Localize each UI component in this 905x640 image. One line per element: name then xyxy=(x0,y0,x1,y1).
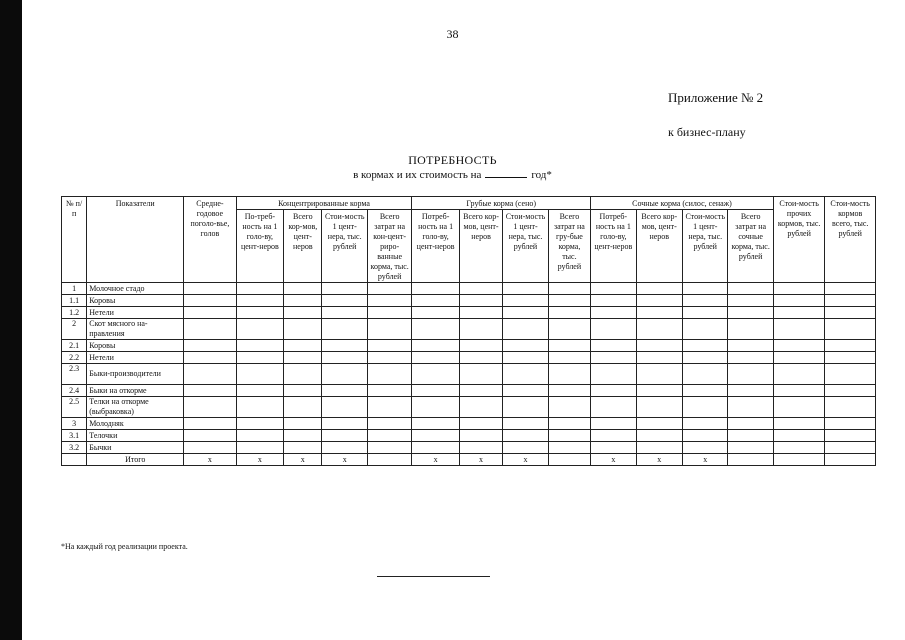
col-other-cost: Стои-мость прочих кормов, тыс. рублей xyxy=(773,197,825,283)
table-cell xyxy=(636,364,682,385)
table-cell xyxy=(184,340,237,352)
table-cell xyxy=(728,340,773,352)
table-cell xyxy=(825,397,876,418)
row-number: 1 xyxy=(62,283,87,295)
table-cell xyxy=(548,364,590,385)
table-row xyxy=(62,340,876,352)
row-number: 2.4 xyxy=(62,385,87,397)
table-cell xyxy=(236,418,283,430)
table-cell xyxy=(284,295,322,307)
row-number: 1.1 xyxy=(62,295,87,307)
row-indicator: Быки-производители xyxy=(87,364,184,385)
page-number: 38 xyxy=(446,27,459,41)
table-cell xyxy=(503,283,548,295)
table-cell xyxy=(284,442,322,454)
table-cell xyxy=(322,319,367,340)
col-rough-total: Всего кор-мов, цент-неров xyxy=(459,210,502,283)
table-cell xyxy=(503,418,548,430)
col-total-cost: Стои-мость кормов всего, тыс. рублей xyxy=(825,197,876,283)
table-cell xyxy=(825,340,876,352)
binding-strip xyxy=(0,0,22,640)
table-cell xyxy=(367,418,411,430)
total-cell: x xyxy=(284,454,322,466)
row-indicator: Бычки xyxy=(87,442,184,454)
table-cell xyxy=(503,430,548,442)
table-cell xyxy=(367,352,411,364)
table-cell xyxy=(236,283,283,295)
table-cell xyxy=(184,319,237,340)
col-conc-total: Всего кор-мов, цент-неров xyxy=(284,210,322,283)
table-cell xyxy=(503,397,548,418)
table-cell xyxy=(184,418,237,430)
table-row xyxy=(62,418,876,430)
table-row xyxy=(62,283,876,295)
row-number: 3 xyxy=(62,418,87,430)
table-cell xyxy=(284,340,322,352)
table-cell xyxy=(236,295,283,307)
table-cell xyxy=(412,364,459,385)
table-cell xyxy=(728,397,773,418)
row-number: 3.2 xyxy=(62,442,87,454)
table-cell xyxy=(184,397,237,418)
table-cell xyxy=(773,319,825,340)
table-cell xyxy=(284,397,322,418)
table-cell xyxy=(236,430,283,442)
table-cell xyxy=(728,430,773,442)
table-cell xyxy=(412,430,459,442)
col-rough-need: Потреб-ность на 1 голо-ву, цент-неров xyxy=(412,210,459,283)
table-cell xyxy=(322,340,367,352)
table-cell xyxy=(636,352,682,364)
table-cell xyxy=(412,319,459,340)
table-cell xyxy=(825,319,876,340)
table-body xyxy=(62,283,876,466)
table-cell xyxy=(284,364,322,385)
table-cell xyxy=(683,442,728,454)
table-cell xyxy=(773,295,825,307)
table-cell xyxy=(459,364,502,385)
table-cell xyxy=(412,442,459,454)
table-cell xyxy=(459,295,502,307)
table-cell xyxy=(548,442,590,454)
table-cell xyxy=(728,352,773,364)
table-cell xyxy=(322,352,367,364)
table-cell xyxy=(636,442,682,454)
table-cell xyxy=(412,307,459,319)
table-cell xyxy=(825,442,876,454)
table-cell xyxy=(284,430,322,442)
table-cell xyxy=(773,364,825,385)
table-cell xyxy=(683,283,728,295)
table-cell xyxy=(548,283,590,295)
table-cell xyxy=(412,397,459,418)
table-cell xyxy=(322,418,367,430)
table-cell xyxy=(322,295,367,307)
table-cell xyxy=(591,283,636,295)
table-cell xyxy=(825,418,876,430)
total-cell xyxy=(367,454,411,466)
table-cell xyxy=(503,295,548,307)
table-cell xyxy=(503,352,548,364)
table-cell xyxy=(548,430,590,442)
table-cell xyxy=(548,319,590,340)
table-row xyxy=(62,430,876,442)
table-cell xyxy=(683,364,728,385)
table-cell xyxy=(591,418,636,430)
table-cell xyxy=(636,319,682,340)
col-avg-livestock: Средне-годовое поголо-вье, голов xyxy=(184,197,237,283)
table-cell xyxy=(503,319,548,340)
header-row-1 xyxy=(62,197,876,210)
table-cell xyxy=(683,319,728,340)
table-cell xyxy=(284,319,322,340)
table-cell xyxy=(367,364,411,385)
table-cell xyxy=(322,430,367,442)
table-cell xyxy=(322,397,367,418)
total-cell xyxy=(773,454,825,466)
table-cell xyxy=(459,418,502,430)
table-cell xyxy=(728,295,773,307)
total-cell: x xyxy=(412,454,459,466)
table-cell xyxy=(184,385,237,397)
table-cell xyxy=(184,295,237,307)
table-cell xyxy=(459,319,502,340)
table-row xyxy=(62,442,876,454)
table-cell xyxy=(184,352,237,364)
table-row xyxy=(62,397,876,418)
table-cell xyxy=(773,307,825,319)
table-cell xyxy=(683,385,728,397)
table-cell xyxy=(728,418,773,430)
col-rough-price: Стои-мость 1 цент-нера, тыс. рублей xyxy=(503,210,548,283)
table-cell xyxy=(236,364,283,385)
table-cell xyxy=(636,283,682,295)
table-cell xyxy=(412,385,459,397)
total-label: Итого xyxy=(87,454,184,466)
table-cell xyxy=(459,430,502,442)
table-cell xyxy=(825,307,876,319)
total-cell: x xyxy=(184,454,237,466)
table-cell xyxy=(591,319,636,340)
table-cell xyxy=(459,283,502,295)
table-cell xyxy=(284,283,322,295)
table-cell xyxy=(184,442,237,454)
table-cell xyxy=(591,397,636,418)
table-cell xyxy=(412,283,459,295)
table-cell xyxy=(459,397,502,418)
total-cell: x xyxy=(322,454,367,466)
table-cell xyxy=(773,442,825,454)
footnote: *На каждый год реализации проекта. xyxy=(61,542,188,551)
row-indicator: Скот мясного на-правления xyxy=(87,319,184,340)
table-cell xyxy=(412,295,459,307)
table-cell xyxy=(367,295,411,307)
row-indicator: Нетели xyxy=(87,307,184,319)
table-cell xyxy=(236,397,283,418)
total-row xyxy=(62,454,876,466)
subtitle-year: год* xyxy=(531,169,552,181)
table-cell xyxy=(591,364,636,385)
col-succ-price: Стои-мость 1 цент-нера, тыс. рублей xyxy=(683,210,728,283)
table-cell xyxy=(683,295,728,307)
total-cell: x xyxy=(683,454,728,466)
feed-requirements-table xyxy=(61,196,876,466)
table-cell xyxy=(728,283,773,295)
table-cell xyxy=(773,340,825,352)
table-row xyxy=(62,319,876,340)
table-cell xyxy=(683,352,728,364)
table-cell xyxy=(825,295,876,307)
table-cell xyxy=(683,418,728,430)
table-cell xyxy=(412,418,459,430)
col-num: № п/п xyxy=(62,197,87,283)
total-cell: x xyxy=(503,454,548,466)
row-number: 2 xyxy=(62,319,87,340)
table-cell xyxy=(636,397,682,418)
table-cell xyxy=(367,430,411,442)
signature-line xyxy=(377,576,490,577)
table-cell xyxy=(773,397,825,418)
row-indicator: Телочки xyxy=(87,430,184,442)
table-cell xyxy=(367,319,411,340)
table-cell xyxy=(236,307,283,319)
table-cell xyxy=(459,352,502,364)
table-cell xyxy=(236,340,283,352)
year-blank xyxy=(485,168,527,178)
subtitle-text: в кормах и их стоимость на xyxy=(353,169,482,181)
row-indicator: Нетели xyxy=(87,352,184,364)
table-cell xyxy=(322,364,367,385)
table-cell xyxy=(322,283,367,295)
col-succ-total: Всего кор-мов, цент-неров xyxy=(636,210,682,283)
table-cell xyxy=(773,418,825,430)
table-cell xyxy=(503,307,548,319)
table-row xyxy=(62,364,876,385)
total-cell: x xyxy=(636,454,682,466)
table-cell xyxy=(284,385,322,397)
table-cell xyxy=(591,340,636,352)
col-group-succulent: Сочные корма (силос, сенаж) xyxy=(591,197,774,210)
table-row xyxy=(62,352,876,364)
total-num xyxy=(62,454,87,466)
table-cell xyxy=(367,442,411,454)
appendix-subtitle: к бизнес-плану xyxy=(668,125,746,139)
table-cell xyxy=(503,442,548,454)
table-cell xyxy=(683,340,728,352)
total-cell xyxy=(548,454,590,466)
table-cell xyxy=(591,307,636,319)
col-indicator: Показатели xyxy=(87,197,184,283)
total-cell: x xyxy=(591,454,636,466)
row-number: 2.2 xyxy=(62,352,87,364)
col-conc-cost: Всего затрат на кон-цент-риро-ванные корма, тыс. рублей xyxy=(367,210,411,283)
col-conc-price: Стои-мость 1 цент-нера, тыс. рублей xyxy=(322,210,367,283)
document-title: ПОТРЕБНОСТЬ xyxy=(408,153,497,167)
table-cell xyxy=(728,385,773,397)
table-cell xyxy=(367,397,411,418)
table-cell xyxy=(591,385,636,397)
table-cell xyxy=(683,397,728,418)
table-cell xyxy=(236,352,283,364)
row-indicator: Телки на откорме (выбраковка) xyxy=(87,397,184,418)
table-cell xyxy=(728,364,773,385)
row-indicator: Коровы xyxy=(87,295,184,307)
table-cell xyxy=(367,340,411,352)
table-cell xyxy=(591,352,636,364)
table-cell xyxy=(683,307,728,319)
table-cell xyxy=(825,385,876,397)
table-cell xyxy=(184,307,237,319)
table-cell xyxy=(548,352,590,364)
table-cell xyxy=(412,352,459,364)
total-cell: x xyxy=(236,454,283,466)
total-cell xyxy=(728,454,773,466)
table-cell xyxy=(284,352,322,364)
row-indicator: Быки на откорме xyxy=(87,385,184,397)
table-cell xyxy=(367,307,411,319)
table-cell xyxy=(459,340,502,352)
table-cell xyxy=(728,319,773,340)
table-cell xyxy=(367,283,411,295)
table-cell xyxy=(548,307,590,319)
table-cell xyxy=(591,430,636,442)
table-cell xyxy=(503,385,548,397)
table-cell xyxy=(236,385,283,397)
table-cell xyxy=(284,418,322,430)
table-cell xyxy=(184,283,237,295)
table-cell xyxy=(683,430,728,442)
table-cell xyxy=(728,307,773,319)
table-cell xyxy=(412,340,459,352)
table-cell xyxy=(636,385,682,397)
col-rough-cost: Всего затрат на гру-бые корма, тыс. рублей xyxy=(548,210,590,283)
total-cell xyxy=(825,454,876,466)
table-cell xyxy=(548,340,590,352)
total-cell: x xyxy=(459,454,502,466)
appendix-title: Приложение № 2 xyxy=(668,90,764,105)
row-indicator: Молодняк xyxy=(87,418,184,430)
row-number: 1.2 xyxy=(62,307,87,319)
col-succ-need: Потреб-ность на 1 голо-ву, цент-неров xyxy=(591,210,636,283)
table-cell xyxy=(825,283,876,295)
table-cell xyxy=(236,319,283,340)
table-cell xyxy=(284,307,322,319)
table-cell xyxy=(548,295,590,307)
row-number: 2.1 xyxy=(62,340,87,352)
table-cell xyxy=(636,307,682,319)
table-cell xyxy=(548,397,590,418)
row-number: 2.3 xyxy=(62,364,87,385)
table-cell xyxy=(322,307,367,319)
table-cell xyxy=(459,307,502,319)
table-cell xyxy=(825,352,876,364)
table-row xyxy=(62,385,876,397)
row-number: 3.1 xyxy=(62,430,87,442)
document-subtitle xyxy=(0,168,905,181)
col-group-concentrated: Концентрированные корма xyxy=(236,197,412,210)
table-cell xyxy=(636,295,682,307)
col-conc-need: По-треб-ность на 1 голо-ву, цент-неров xyxy=(236,210,283,283)
table-cell xyxy=(459,442,502,454)
table-cell xyxy=(184,364,237,385)
table-row xyxy=(62,307,876,319)
table-cell xyxy=(636,418,682,430)
table-cell xyxy=(825,364,876,385)
table-cell xyxy=(184,430,237,442)
row-number: 2.5 xyxy=(62,397,87,418)
table-cell xyxy=(728,442,773,454)
table-cell xyxy=(548,385,590,397)
table-cell xyxy=(367,385,411,397)
table-cell xyxy=(236,442,283,454)
table-cell xyxy=(503,340,548,352)
table-cell xyxy=(773,385,825,397)
table-cell xyxy=(591,442,636,454)
row-indicator: Коровы xyxy=(87,340,184,352)
table-cell xyxy=(825,430,876,442)
table-cell xyxy=(636,340,682,352)
table-cell xyxy=(773,352,825,364)
table-cell xyxy=(548,418,590,430)
table-cell xyxy=(591,295,636,307)
table-cell xyxy=(322,385,367,397)
table-cell xyxy=(773,283,825,295)
table-cell xyxy=(322,442,367,454)
col-succ-cost: Всего затрат на сочные корма, тыс. рублей xyxy=(728,210,773,283)
table-cell xyxy=(773,430,825,442)
table-cell xyxy=(503,364,548,385)
col-group-roughage: Грубые корма (сено) xyxy=(412,197,591,210)
table-row xyxy=(62,295,876,307)
table-cell xyxy=(636,430,682,442)
table-cell xyxy=(459,385,502,397)
row-indicator: Молочное стадо xyxy=(87,283,184,295)
